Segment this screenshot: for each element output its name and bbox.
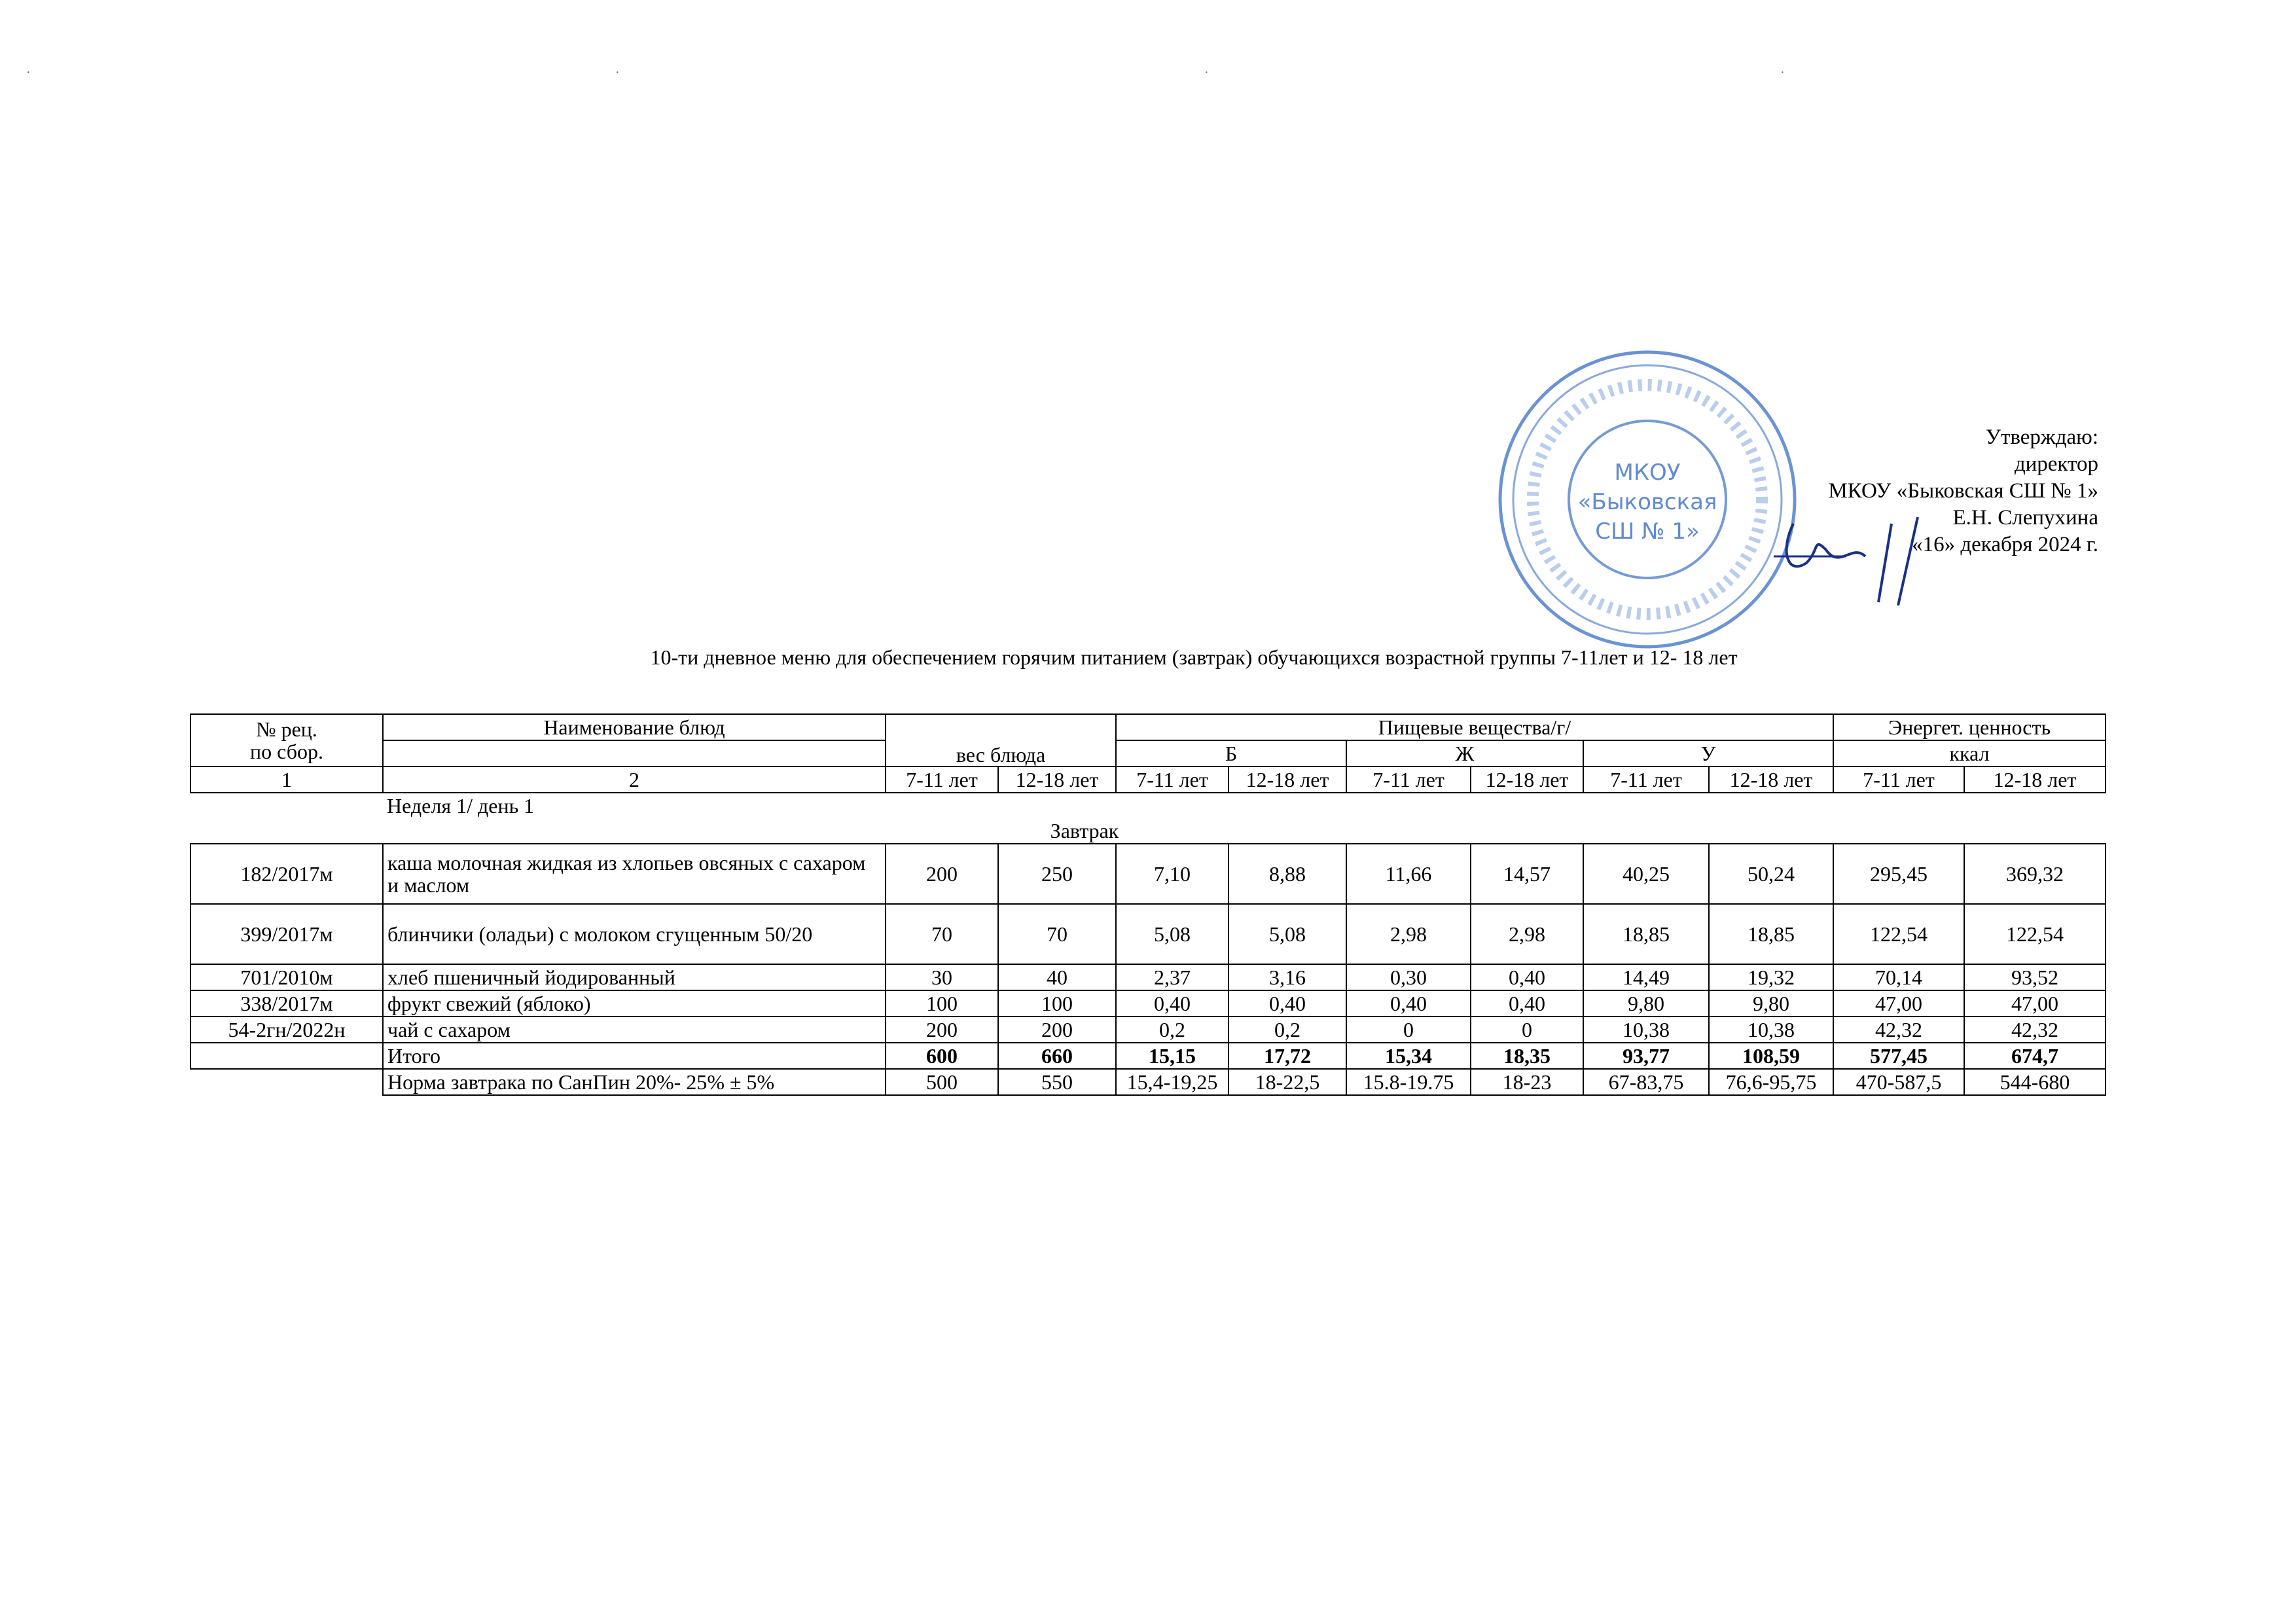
carb-young-cell: 9,80 <box>1583 990 1709 1017</box>
approval-block <box>1640 424 2098 558</box>
protein-old-cell: 8,88 <box>1229 844 1346 904</box>
header-age-young: 7-11 лет <box>1833 767 1964 793</box>
kcal-young-cell: 42,32 <box>1833 1017 1964 1043</box>
norm-row <box>190 1069 2106 1095</box>
weight-young-cell: 200 <box>886 844 998 904</box>
header-row-1 <box>190 714 2106 740</box>
total-fat-young: 15,34 <box>1346 1043 1471 1069</box>
header-age-old: 12-18 лет <box>1229 767 1346 793</box>
rec-cell: 399/2017м <box>190 904 383 964</box>
header-age-old: 12-18 лет <box>1471 767 1583 793</box>
fat-old-cell: 0 <box>1471 1017 1583 1043</box>
fat-young-cell: 0 <box>1346 1017 1471 1043</box>
dish-name-cell: фрукт свежий (яблоко) <box>383 990 886 1017</box>
kcal-old-cell: 93,52 <box>1964 964 2106 990</box>
kcal-old-cell: 369,32 <box>1964 844 2106 904</box>
fat-young-cell: 2,98 <box>1346 904 1471 964</box>
carb-old-cell: 10,38 <box>1709 1017 1833 1043</box>
weight-old-cell: 40 <box>998 964 1116 990</box>
rec-cell: 182/2017м <box>190 844 383 904</box>
norm-rec-blank <box>190 1069 383 1095</box>
menu-table <box>190 713 2106 1096</box>
kcal-old-cell: 47,00 <box>1964 990 2106 1017</box>
total-carb-young: 93,77 <box>1583 1043 1709 1069</box>
rec-cell: 54-2гн/2022н <box>190 1017 383 1043</box>
header-age-old: 12-18 лет <box>998 767 1116 793</box>
kcal-young-cell: 47,00 <box>1833 990 1964 1017</box>
rec-cell: 701/2010м <box>190 964 383 990</box>
approval-signatory: Е.Н. Слепухина <box>1952 506 2098 530</box>
carb-old-cell: 19,32 <box>1709 964 1833 990</box>
protein-young-cell: 2,37 <box>1116 964 1229 990</box>
header-dish-name-blank <box>383 740 886 767</box>
header-age-old: 12-18 лет <box>1709 767 1833 793</box>
header-rec-no-line1: № рец. <box>256 717 317 741</box>
total-fat-old: 18,35 <box>1471 1043 1583 1069</box>
carb-old-cell: 50,24 <box>1709 844 1833 904</box>
kcal-young-cell: 70,14 <box>1833 964 1964 990</box>
meal-label: Завтрак <box>1050 819 1119 842</box>
header-row-3 <box>190 767 2106 793</box>
header-rec-no-line2: по сбор. <box>250 740 323 763</box>
kcal-young-cell: 122,54 <box>1833 904 1964 964</box>
norm-carb-old: 76,6-95,75 <box>1709 1069 1833 1095</box>
fat-young-cell: 11,66 <box>1346 844 1471 904</box>
weight-young-cell: 30 <box>886 964 998 990</box>
fat-old-cell: 14,57 <box>1471 844 1583 904</box>
header-age-young: 7-11 лет <box>1583 767 1709 793</box>
stamp-line-2: «Быковская <box>1577 489 1717 515</box>
total-carb-old: 108,59 <box>1709 1043 1833 1069</box>
total-protein-old: 17,72 <box>1229 1043 1346 1069</box>
norm-protein-old: 18-22,5 <box>1229 1069 1346 1095</box>
header-b: Б <box>1116 740 1346 767</box>
carb-young-cell: 10,38 <box>1583 1017 1709 1043</box>
total-kcal-old: 674,7 <box>1964 1043 2106 1069</box>
weight-old-cell: 200 <box>998 1017 1116 1043</box>
header-age-young: 7-11 лет <box>886 767 998 793</box>
header-rec-no <box>190 714 383 767</box>
carb-old-cell: 18,85 <box>1709 904 1833 964</box>
scan-speck: · <box>615 65 620 80</box>
approval-position: директор <box>2014 452 2098 476</box>
table-row <box>190 990 2106 1017</box>
protein-old-cell: 0,2 <box>1229 1017 1346 1043</box>
fat-old-cell: 0,40 <box>1471 990 1583 1017</box>
header-age-old: 12-18 лет <box>1964 767 2106 793</box>
table-row <box>190 844 2106 904</box>
rec-cell: 338/2017м <box>190 990 383 1017</box>
total-weight-young: 600 <box>886 1043 998 1069</box>
carb-young-cell: 40,25 <box>1583 844 1709 904</box>
protein-old-cell: 3,16 <box>1229 964 1346 990</box>
norm-kcal-old: 544-680 <box>1964 1069 2106 1095</box>
fat-young-cell: 0,40 <box>1346 990 1471 1017</box>
spacer-cell <box>190 793 383 818</box>
week-day-label: Неделя 1/ день 1 <box>387 794 535 818</box>
norm-kcal-young: 470-587,5 <box>1833 1069 1964 1095</box>
dish-name-cell: каша молочная жидкая из хлопьев овсяных с сахаром и маслом <box>383 844 886 904</box>
protein-young-cell: 0,40 <box>1116 990 1229 1017</box>
meal-row <box>190 818 2106 844</box>
norm-weight-young: 500 <box>886 1069 998 1095</box>
norm-label: Норма завтрака по СанПин 20%- 25% ± 5% <box>383 1069 886 1095</box>
table-row <box>190 964 2106 990</box>
weight-young-cell: 200 <box>886 1017 998 1043</box>
norm-fat-young: 15.8-19.75 <box>1346 1069 1471 1095</box>
approval-heading: Утверждаю: <box>1985 425 2098 449</box>
weight-young-cell: 100 <box>886 990 998 1017</box>
stamp-line-3: СШ № 1» <box>1595 518 1700 545</box>
weight-old-cell: 70 <box>998 904 1116 964</box>
header-zh: Ж <box>1346 740 1583 767</box>
dish-name-cell: блинчики (оладьи) с молоком сгущенным 50/20 <box>383 904 886 964</box>
header-age-young: 7-11 лет <box>1116 767 1229 793</box>
fat-young-cell: 0,30 <box>1346 964 1471 990</box>
protein-old-cell: 0,40 <box>1229 990 1346 1017</box>
total-weight-old: 660 <box>998 1043 1116 1069</box>
total-row <box>190 1043 2106 1069</box>
protein-old-cell: 5,08 <box>1229 904 1346 964</box>
table-row <box>190 904 2106 964</box>
norm-fat-old: 18-23 <box>1471 1069 1583 1095</box>
header-u: У <box>1583 740 1833 767</box>
stamp-line-1: МКОУ <box>1614 460 1681 486</box>
header-dish-name: Наименование блюд <box>383 714 886 740</box>
norm-carb-young: 67-83,75 <box>1583 1069 1709 1095</box>
week-day-row <box>190 793 2106 818</box>
carb-old-cell: 9,80 <box>1709 990 1833 1017</box>
header-nutrients: Пищевые вещества/г/ <box>1116 714 1833 740</box>
norm-protein-young: 15,4-19,25 <box>1116 1069 1229 1095</box>
weight-old-cell: 100 <box>998 990 1116 1017</box>
approval-organization: МКОУ «Быковская СШ № 1» <box>1828 479 2098 503</box>
kcal-old-cell: 122,54 <box>1964 904 2106 964</box>
protein-young-cell: 5,08 <box>1116 904 1229 964</box>
protein-young-cell: 0,2 <box>1116 1017 1229 1043</box>
header-age-young: 7-11 лет <box>1346 767 1471 793</box>
carb-young-cell: 18,85 <box>1583 904 1709 964</box>
norm-weight-old: 550 <box>998 1069 1116 1095</box>
kcal-old-cell: 42,32 <box>1964 1017 2106 1043</box>
total-rec-blank <box>190 1043 383 1069</box>
header-row-2 <box>190 740 2106 767</box>
header-weight: вес блюда <box>886 714 1116 767</box>
scan-speck: · <box>1780 65 1785 80</box>
header-col-2: 2 <box>383 767 886 793</box>
scan-speck: · <box>26 65 31 80</box>
table-row <box>190 1017 2106 1043</box>
approval-date: «16» декабря 2024 г. <box>1912 533 2098 556</box>
total-protein-young: 15,15 <box>1116 1043 1229 1069</box>
scan-speck: · <box>1204 65 1209 80</box>
kcal-young-cell: 295,45 <box>1833 844 1964 904</box>
total-label: Итого <box>383 1043 886 1069</box>
protein-young-cell: 7,10 <box>1116 844 1229 904</box>
fat-old-cell: 2,98 <box>1471 904 1583 964</box>
fat-old-cell: 0,40 <box>1471 964 1583 990</box>
carb-young-cell: 14,49 <box>1583 964 1709 990</box>
header-kcal: ккал <box>1833 740 2106 767</box>
weight-young-cell: 70 <box>886 904 998 964</box>
header-energy: Энергет. ценность <box>1833 714 2106 740</box>
dish-name-cell: хлеб пшеничный йодированный <box>383 964 886 990</box>
dish-name-cell: чай с сахаром <box>383 1017 886 1043</box>
document-title: 10-ти дневное меню для обеспечением горячим питанием (завтрак) обучающихся возрастной группы 7-11лет и 12- 18 лет <box>650 645 1738 669</box>
weight-old-cell: 250 <box>998 844 1116 904</box>
header-col-1: 1 <box>190 767 383 793</box>
total-kcal-young: 577,45 <box>1833 1043 1964 1069</box>
